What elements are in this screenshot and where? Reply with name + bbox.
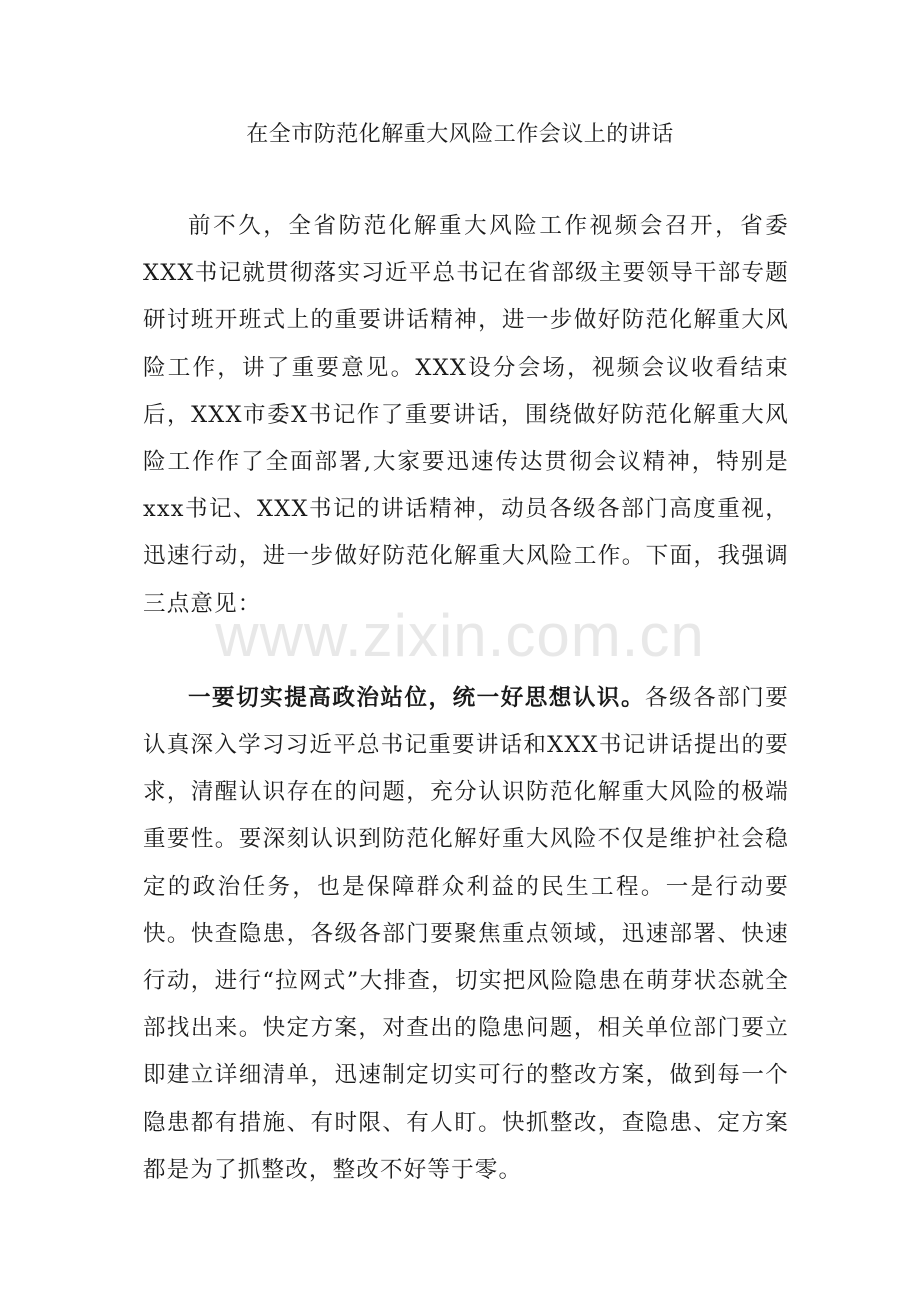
- document-body: [143, 203, 789, 1194]
- document-title: 在全市防范化解重大风险工作会议上的讲话: [246, 122, 674, 147]
- paragraph-point-one-text: 各级各部门要认真深入学习习近平总书记重要讲话和XXX书记讲话提出的要求，清醒认识存在的问题，充分认识防范化解重大风险的极端重要性。要深刻认识到防范化解好重大风险不仅是维护社会稳定的政治任务，也是保障群众利益的民生工程。一是行动要快。快查隐患，各级各部门要聚焦重点领域，迅速部署、快速行动，进行“拉网式”大排查，切实把风险隐患在萌芽状态就全部找出来。快定方案，对查出的隐患问题，相关单位部门要立即建立详细清单，迅速制定切实可行的整改方案，做到每一个隐患都有措施、有时限、有人盯。快抓整改，查隐患、定方案都是为了抓整改，整改不好等于零。: [143, 684, 789, 1183]
- watermark: www.zixin.com.cn: [215, 602, 705, 669]
- paragraph-intro-text: 前不久，全省防范化解重大风险工作视频会召开，省委XXX书记就贯彻落实习近平总书记在省部级主要领导干部专题研讨班开班式上的重要讲话精神，进一步做好防范化解重大风险工作，讲了重要意见。XXX设分会场，视频会议收看结束后，XXX市委X书记作了重要讲话，围绕做好防范化解重大风险工作作了全面部署,大家要迅速传达贯彻会议精神，特别是xxx书记、XXX书记的讲话精神，动员各级各部门高度重视，迅速行动，进一步做好防范化解重大风险工作。下面，我强调三点意见：: [143, 213, 789, 617]
- paragraph-intro: [143, 203, 789, 628]
- paragraph-point-one: [143, 675, 789, 1194]
- paragraph-point-one-heading: 一要切实提高政治站位，统一好思想认识。: [188, 684, 646, 711]
